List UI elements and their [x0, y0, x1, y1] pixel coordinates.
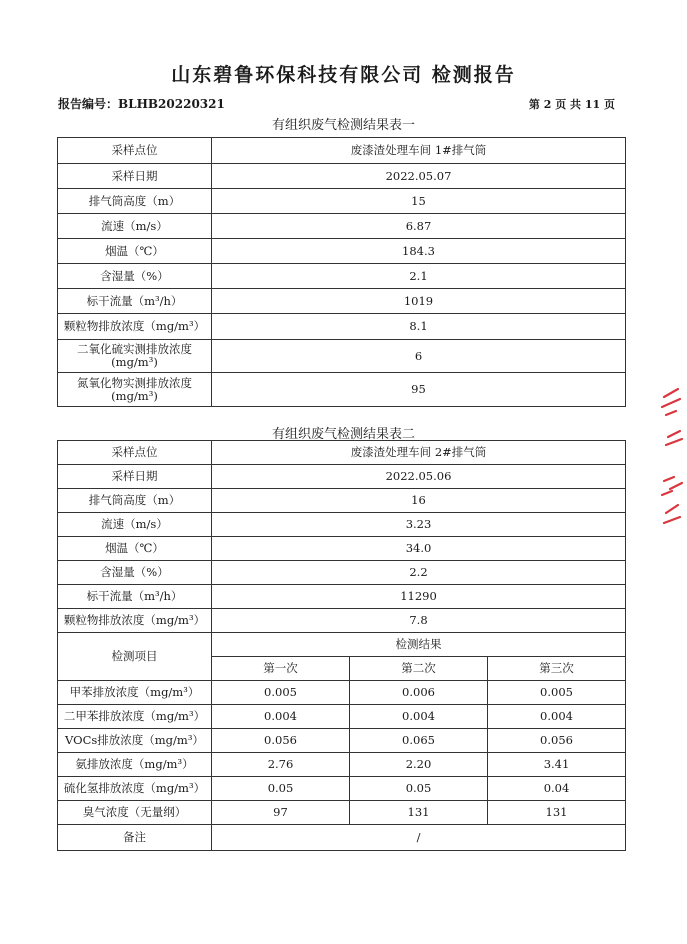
table-row [58, 239, 626, 264]
results-table-1 [57, 137, 626, 407]
page-number: 第 2 页 共 11 页 [528, 98, 615, 111]
row-value: 废漆渣处理车间 2#排气筒 [212, 441, 626, 465]
table-row [58, 340, 626, 373]
row-label: 标干流量（m³/h） [58, 289, 212, 314]
result-value: 0.05 [350, 777, 488, 801]
row-value: 2.1 [212, 264, 626, 289]
results-header: 检测结果 [212, 633, 626, 657]
row-label: 流速（m/s） [58, 513, 212, 537]
table-row [58, 513, 626, 537]
row-value: 6 [212, 340, 626, 373]
result-value: 0.056 [488, 729, 626, 753]
table-row [58, 681, 626, 705]
results-header-row [58, 633, 626, 657]
row-label: 含湿量（%） [58, 264, 212, 289]
results-col-2: 第二次 [350, 657, 488, 681]
row-label: 硫化氢排放浓度（mg/m³） [58, 777, 212, 801]
stamp-stroke [664, 505, 680, 523]
row-value: 8.1 [212, 314, 626, 340]
result-value: 0.056 [212, 729, 350, 753]
result-value: 0.005 [488, 681, 626, 705]
result-value: 0.065 [350, 729, 488, 753]
table-row [58, 753, 626, 777]
row-label: 标干流量（m³/h） [58, 585, 212, 609]
result-value: 0.04 [488, 777, 626, 801]
result-value: 2.76 [212, 753, 350, 777]
result-value: 0.006 [350, 681, 488, 705]
result-value: 0.005 [212, 681, 350, 705]
row-label: VOCs排放浓度（mg/m³） [58, 729, 212, 753]
row-label: 排气筒高度（m） [58, 189, 212, 214]
table-row [58, 585, 626, 609]
row-value: 184.3 [212, 239, 626, 264]
results-table-2 [57, 440, 626, 851]
table-row [58, 609, 626, 633]
table-row [58, 314, 626, 340]
table-row [58, 489, 626, 513]
report-title: 山东碧鲁环保科技有限公司 检测报告 [171, 64, 516, 86]
result-value: 0.004 [350, 705, 488, 729]
row-label: 烟温（℃） [58, 537, 212, 561]
row-value: 11290 [212, 585, 626, 609]
row-label: 排气筒高度（m） [58, 489, 212, 513]
table2-caption: 有组织废气检测结果表二 [271, 427, 415, 442]
row-label: 采样点位 [58, 138, 212, 164]
result-value: 97 [212, 801, 350, 825]
table-row [58, 777, 626, 801]
row-value: 2022.05.07 [212, 164, 626, 189]
table-row [58, 441, 626, 465]
row-label-line2: (mg/m³) [111, 355, 158, 369]
row-value: 7.8 [212, 609, 626, 633]
table-row [58, 373, 626, 407]
row-value: 1019 [212, 289, 626, 314]
row-label-line1: 二氧化硫实测排放浓度 [77, 342, 192, 356]
result-value: 2.20 [350, 753, 488, 777]
row-label: 颗粒物排放浓度（mg/m³） [58, 609, 212, 633]
remark-value: / [212, 825, 626, 851]
table-row [58, 138, 626, 164]
table-row [58, 214, 626, 239]
row-label: 二甲苯排放浓度（mg/m³） [58, 705, 212, 729]
row-label: 采样日期 [58, 465, 212, 489]
report-number: 报告编号：BLHB20220321 [58, 97, 225, 111]
row-value: 废漆渣处理车间 1#排气筒 [212, 138, 626, 164]
result-value: 0.004 [212, 705, 350, 729]
row-label [58, 373, 212, 407]
results-item-header: 检测项目 [58, 633, 212, 681]
row-label: 烟温（℃） [58, 239, 212, 264]
stamp-stroke [662, 477, 682, 495]
row-label: 采样日期 [58, 164, 212, 189]
row-value: 16 [212, 489, 626, 513]
table-row [58, 537, 626, 561]
row-label: 臭气浓度（无量纲） [58, 801, 212, 825]
results-col-1: 第一次 [212, 657, 350, 681]
row-value: 2022.05.06 [212, 465, 626, 489]
remark-label: 备注 [58, 825, 212, 851]
row-label-line1: 氮氧化物实测排放浓度 [77, 375, 192, 390]
row-value: 6.87 [212, 214, 626, 239]
table-row [58, 705, 626, 729]
row-label [58, 340, 212, 373]
row-label: 含湿量（%） [58, 561, 212, 585]
table-row [58, 189, 626, 214]
row-value: 34.0 [212, 537, 626, 561]
row-value: 3.23 [212, 513, 626, 537]
result-value: 0.004 [488, 705, 626, 729]
table-row [58, 465, 626, 489]
remark-row [58, 825, 626, 851]
table-row [58, 729, 626, 753]
table-row [58, 264, 626, 289]
row-value: 95 [212, 373, 626, 407]
row-label-line2: (mg/m³) [111, 388, 158, 403]
row-label: 氨排放浓度（mg/m³） [58, 753, 212, 777]
row-value: 2.2 [212, 561, 626, 585]
table-row [58, 561, 626, 585]
result-value: 131 [350, 801, 488, 825]
row-label: 流速（m/s） [58, 214, 212, 239]
row-value: 15 [212, 189, 626, 214]
result-value: 3.41 [488, 753, 626, 777]
row-label: 颗粒物排放浓度（mg/m³） [58, 314, 212, 340]
row-label: 采样点位 [58, 441, 212, 465]
table-row [58, 801, 626, 825]
seal-stamp-fragment [652, 385, 687, 535]
row-label: 甲苯排放浓度（mg/m³） [58, 681, 212, 705]
table-row [58, 289, 626, 314]
stamp-stroke [662, 389, 680, 415]
result-value: 131 [488, 801, 626, 825]
result-value: 0.05 [212, 777, 350, 801]
table-row [58, 164, 626, 189]
results-col-3: 第三次 [488, 657, 626, 681]
table1-caption: 有组织废气检测结果表一 [271, 118, 415, 133]
